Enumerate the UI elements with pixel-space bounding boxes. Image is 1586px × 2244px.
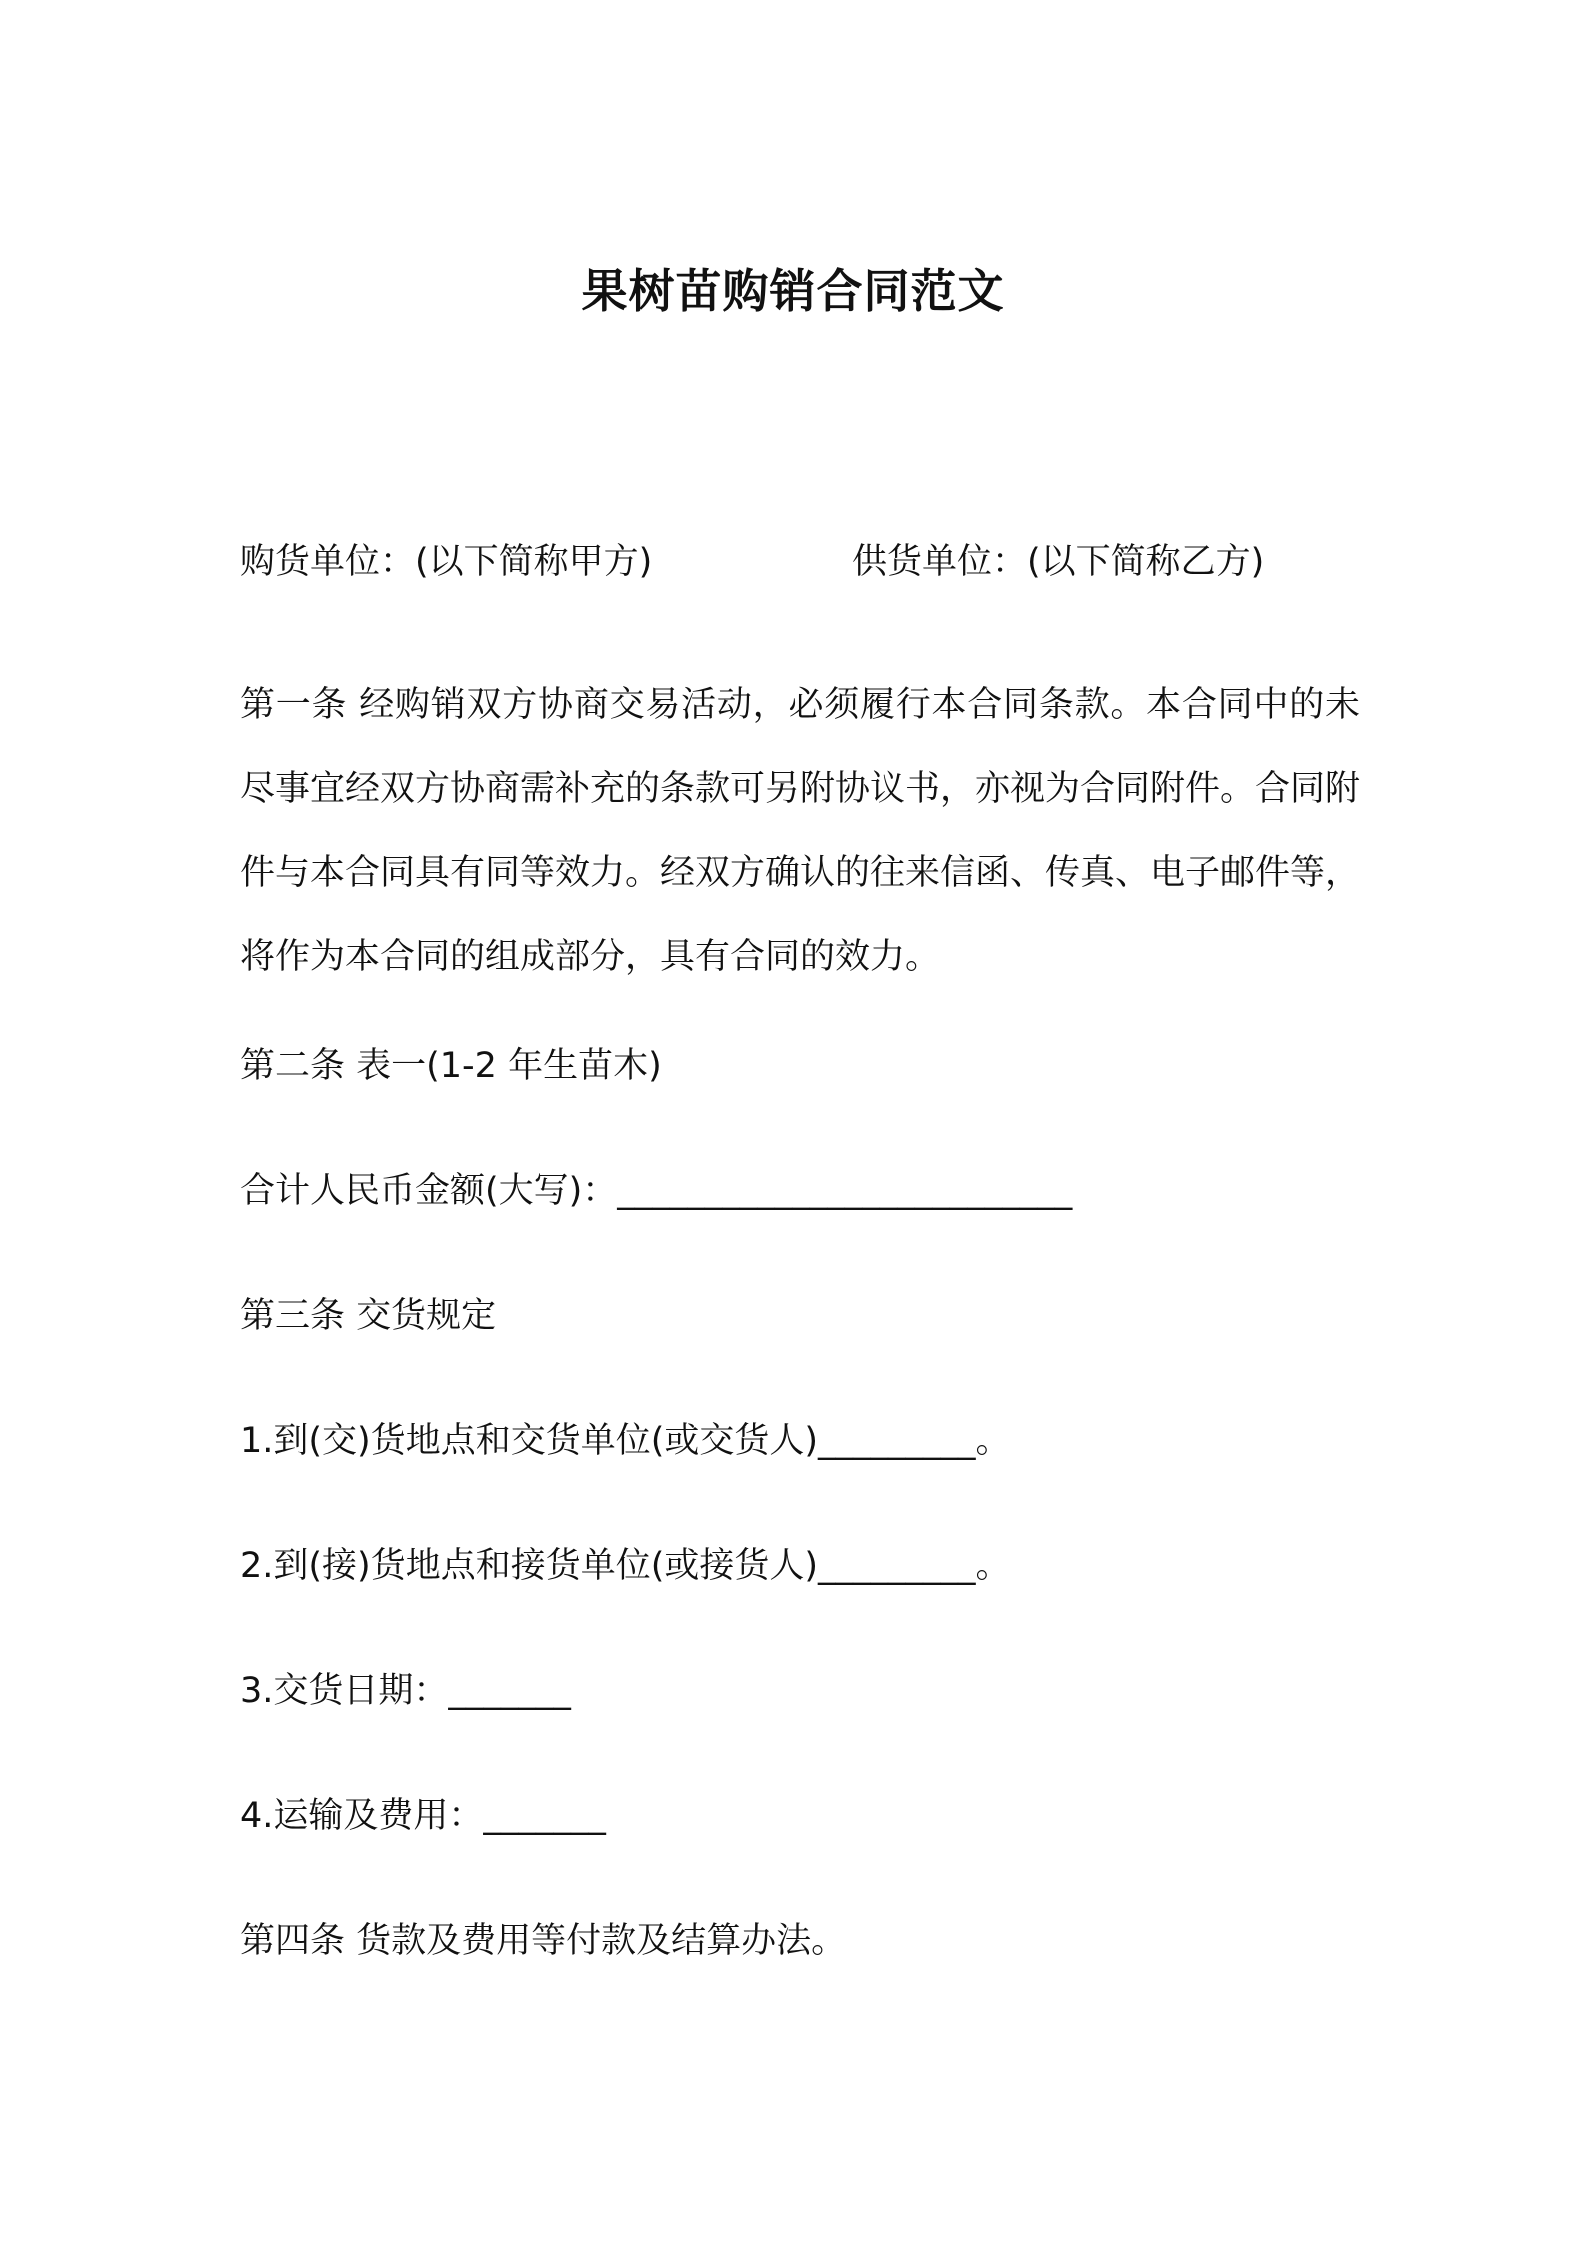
- transport-cost-line: 4.运输及费用：_______: [240, 1796, 606, 1836]
- seller-party-label: 供货单位：(以下简称乙方): [852, 542, 1265, 582]
- article-4-heading: 第四条 货款及费用等付款及结算办法。: [240, 1921, 847, 1961]
- parties-line: [240, 538, 1350, 586]
- delivery-date-line: 3.交货日期：_______: [240, 1671, 571, 1711]
- delivery-place-line: 1.到(交)货地点和交货单位(或交货人)_________。: [240, 1421, 1011, 1461]
- document-title: 果树苗购销合同范文: [581, 264, 1005, 318]
- buyer-party-label: 购货单位：(以下简称甲方): [240, 542, 653, 582]
- total-amount-line: 合计人民币金额(大写)：__________________________: [240, 1171, 1073, 1211]
- article-2-heading: 第二条 表一(1-2 年生苗木): [240, 1046, 662, 1086]
- article-3-heading: 第三条 交货规定: [240, 1296, 497, 1336]
- article-1-paragraph: 第一条 经购销双方协商交易活动，必须履行本合同条款。本合同中的未尽事宜经双方协商需补充的条款可另附协议书，亦视为合同附件。合同附件与本合同具有同等效力。经双方确认的往来信函、传真、电子邮件等，将作为本合同的组成部分，具有合同的效力。: [240, 685, 1361, 977]
- receiving-place-line: 2.到(接)货地点和接货单位(或接货人)_________。: [240, 1546, 1011, 1586]
